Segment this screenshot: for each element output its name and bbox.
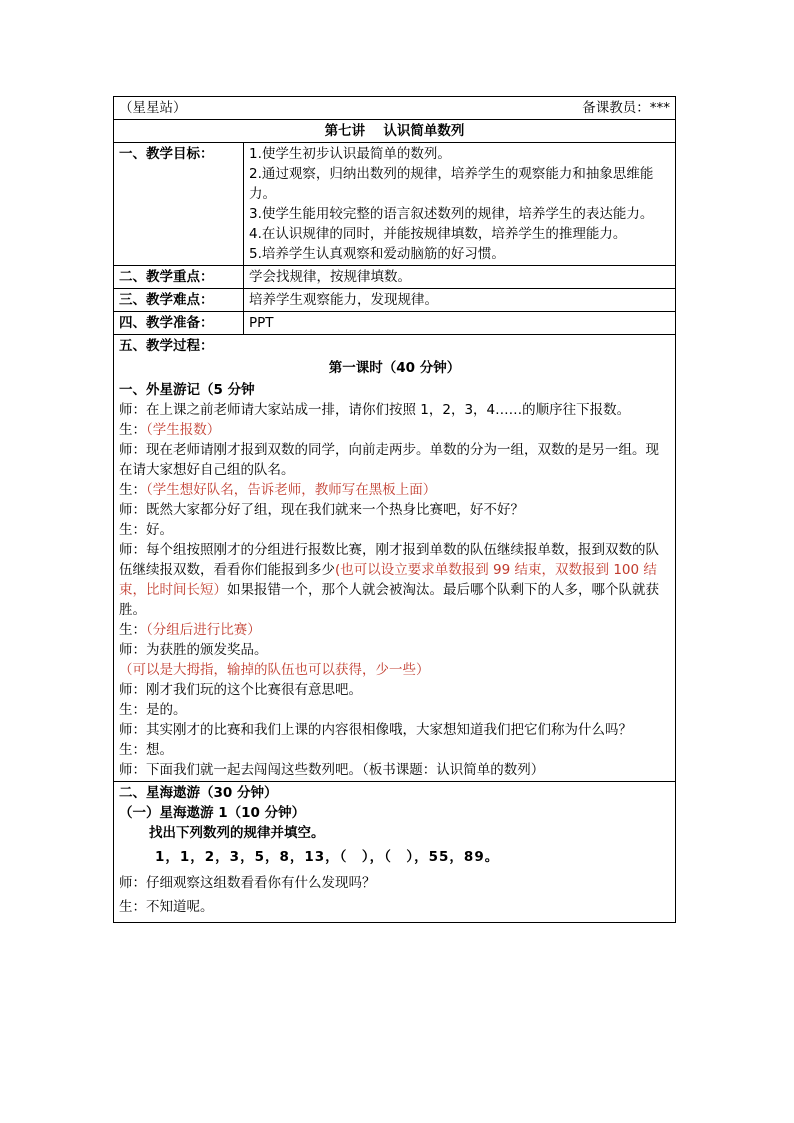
dialog-line: 师：为获胜的颁发奖品。	[119, 642, 268, 658]
dialog-line: 师：其实刚才的比赛和我们上课的内容很相像哦，大家想知道我们把它们称为什么吗？	[119, 722, 632, 738]
site-name: （星星站）	[119, 100, 187, 116]
dialog-line: 生：不知道呢。	[119, 899, 214, 915]
goal-item: 1.使学生初步认识最简单的数列。	[249, 146, 451, 162]
dialog-line: 师：仔细观察这组数看看你有什么发现吗？	[119, 875, 376, 891]
prep-value: PPT	[244, 312, 676, 335]
goals-list	[244, 143, 676, 266]
dialog-line: 生：（学生想好队名，告诉老师，教师写在黑板上面）	[119, 482, 437, 498]
process-label: 五、教学过程：	[119, 338, 214, 354]
header-row	[114, 97, 676, 120]
goal-item: 2.通过观察，归纳出数列的规律，培养学生的观察能力和抽象思维能力。	[249, 166, 654, 202]
goal-item: 5.培养学生认真观察和爱动脑筋的好习惯。	[249, 246, 505, 262]
lesson-title: 第七讲 认识简单数列	[114, 120, 676, 143]
dialog-line: 师：既然大家都分好了组，现在我们就来一个热身比赛吧，好不好？	[119, 502, 524, 518]
dialog-line: 师：下面我们就一起去闯闯这些数列吧。（板书课题：认识简单的数列）	[119, 762, 545, 778]
part2-title: 二、星海遨游（30 分钟）	[119, 785, 278, 801]
key-points-label: 二、教学重点：	[114, 266, 244, 289]
goal-item: 4.在认识规律的同时，并能按规律填数，培养学生的推理能力。	[249, 226, 627, 242]
goals-label: 一、教学目标：	[114, 143, 244, 266]
prep-label: 四、教学准备：	[114, 312, 244, 335]
part2-subtitle: （一）星海遨游 1（10 分钟）	[119, 805, 306, 821]
dialog-line: 生：想。	[119, 742, 173, 758]
dialog-line: 师：在上课之前老师请大家站成一排，请你们按照 1，2，3，4……的顺序往下报数。	[119, 402, 631, 418]
part1-title: 一、外星游记（5 分钟	[119, 382, 255, 398]
number-sequence: 1，1，2，3，5，8，13，（ ），（ ），55，89。	[155, 849, 500, 865]
dialog-line: 生：（学生报数）	[119, 422, 221, 438]
part2-cell	[114, 782, 676, 923]
dialog-line: （可以是大拇指，输掉的队伍也可以获得，少一些）	[119, 662, 430, 678]
task-text: 找出下列数列的规律并填空。	[149, 825, 325, 841]
dialog-line: 生：（分组后进行比赛）	[119, 622, 261, 638]
goal-item: 3.使学生能用较完整的语言叙述数列的规律，培养学生的表达能力。	[249, 206, 654, 222]
lesson-plan-table	[113, 96, 676, 923]
period-title: 第一课时（40 分钟）	[328, 360, 461, 376]
process-cell	[114, 335, 676, 782]
contest-paragraph: 师：每个组按照刚才的分组进行报数比赛，刚才报到单数的队伍继续报单数，报到双数的队伍继续报双数，看看你们能报到多少(也可以设立要求单数报到 99 结束，双数报到 100 结束，比时间长短）如果报错一个，那个人就会被淘汰。最后哪个队剩下的人多，哪个队就获胜。	[119, 542, 659, 618]
difficulties-label: 三、教学难点：	[114, 289, 244, 312]
dialog-line: 生：是的。	[119, 702, 187, 718]
difficulties-value: 培养学生观察能力，发现规律。	[244, 289, 676, 312]
teacher-name: 备课教员：***	[582, 100, 670, 116]
dialog-line: 生：好。	[119, 522, 173, 538]
dialog-line: 师：刚才我们玩的这个比赛很有意思吧。	[119, 682, 362, 698]
key-points-value: 学会找规律，按规律填数。	[244, 266, 676, 289]
dialog-line: 师：现在老师请刚才报到双数的同学，向前走两步。单数的分为一组，双数的是另一组。现在请大家想好自己组的队名。	[119, 442, 659, 478]
